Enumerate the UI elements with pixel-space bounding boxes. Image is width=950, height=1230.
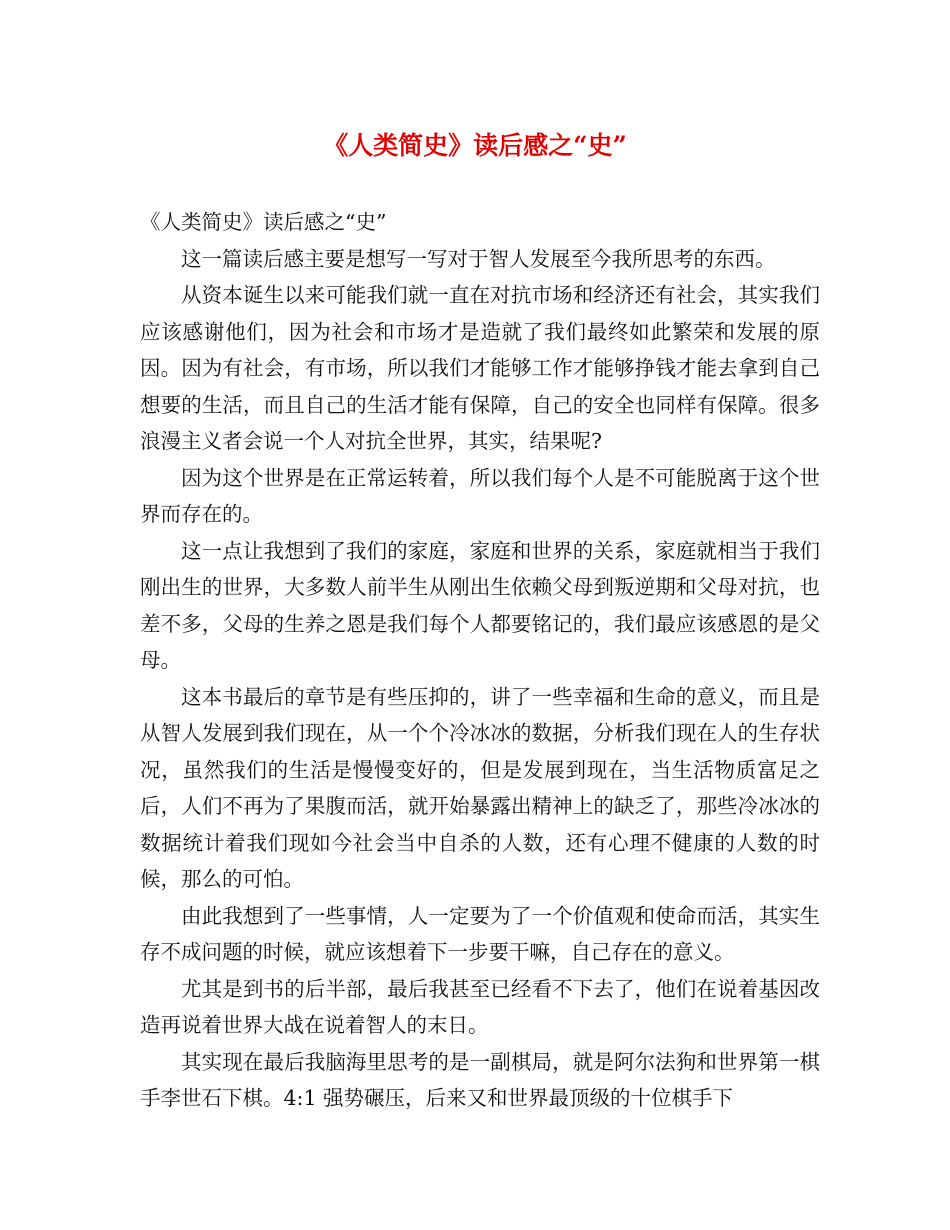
document-body <box>140 204 820 1117</box>
paragraph: 这一篇读后感主要是想写一写对于智人发展至今我所思考的东西。 <box>181 246 776 271</box>
document-title: 《人类简史》读后感之“史” <box>323 131 627 160</box>
paragraph: 尤其是到书的后半部，最后我甚至已经看不下去了，他们在说着基因改造再说着世界大战在说着智人的末日。 <box>140 976 820 1037</box>
paragraph: 这一点让我想到了我们的家庭，家庭和世界的关系，家庭就相当于我们刚出生的世界，大多数人前半生从刚出生依赖父母到叛逆期和父母对抗，也差不多，父母的生养之恩是我们每个人都要铭记的，我们最应该感恩的是父母。 <box>140 538 820 672</box>
paragraph: 从资本诞生以来可能我们就一直在对抗市场和经济还有社会，其实我们应该感谢他们，因为社会和市场才是造就了我们最终如此繁荣和发展的原因。因为有社会，有市场，所以我们才能够工作才能够挣钱才能去拿到自己想要的生活，而且自己的生活才能有保障，自己的安全也同样有保障。很多浪漫主义者会说一个人对抗全世界，其实，结果呢? <box>140 283 820 453</box>
paragraph: 由此我想到了一些事情，人一定要为了一个价值观和使命而活，其实生存不成问题的时候，就应该想着下一步要干嘛，自己存在的意义。 <box>140 903 820 964</box>
paragraph: 这本书最后的章节是有些压抑的，讲了一些幸福和生命的意义，而且是从智人发展到我们现在，从一个个冷冰冰的数据，分析我们现在人的生存状况，虽然我们的生活是慢慢变好的，但是发展到现在，当生活物质富足之后，人们不再为了果腹而活，就开始暴露出精神上的缺乏了，那些冷冰冰的数据统计着我们现如今社会当中自杀的人数，还有心理不健康的人数的时候，那么的可怕。 <box>140 684 820 891</box>
paragraph-subtitle: 《人类简史》读后感之“史” <box>140 210 387 234</box>
paragraph: 因为这个世界是在正常运转着，所以我们每个人是不可能脱离于这个世界而存在的。 <box>140 465 820 526</box>
paragraph: 其实现在最后我脑海里思考的是一副棋局，就是阿尔法狗和世界第一棋手李世石下棋。4:1 强势碾压，后来又和世界最顶级的十位棋手下 <box>140 1049 820 1110</box>
